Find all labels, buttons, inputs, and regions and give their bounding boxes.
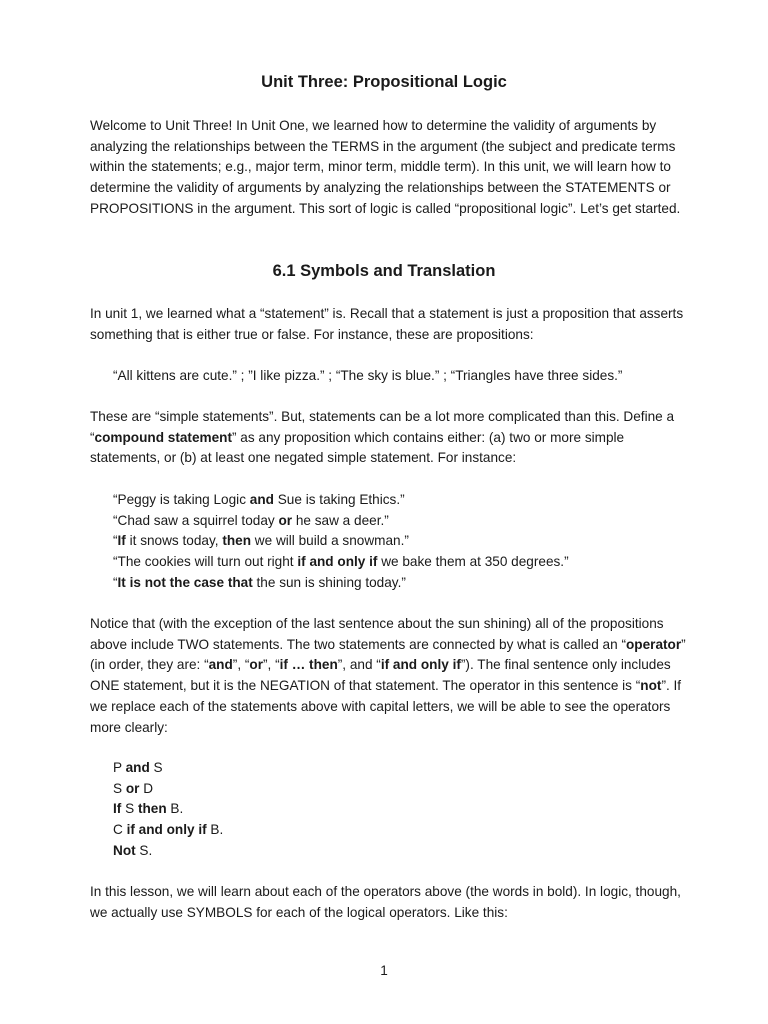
compound-term: compound statement [94, 429, 232, 445]
simple-statement-examples: “All kittens are cute.” ; ”I like pizza.” ; “The sky is blue.” ; “Triangles have three sides.” [113, 368, 623, 383]
letter-example: C if and only if B. [113, 822, 224, 838]
lesson-paragraph: In this lesson, we will learn about each of the operators above (the words in bold). In logic, though, we actually use SYMBOLS for each of the logical operators. Like this: [90, 884, 681, 920]
compound-text-1: These are “simple statements”. But, statements can be a lot more complicated than this. Define a “ [90, 409, 675, 445]
compound-example: “Peggy is taking Logic and Sue is taking Ethics.” [113, 492, 405, 507]
compound-text-2: ” as any proposition which contains either: (a) two or more simple statements, or (b) at least one negated simple statement. For instance: [90, 429, 625, 466]
letter-example: S or D [113, 780, 154, 796]
notice-paragraph: Notice that (with the exception of the last sentence about the sun shining) all of the propositions above include TWO statements. The two statements are connected by what is called an “operator” (in order, they are: “and”, “or”, “if … then”, and “if and only if”). The final sentence only includes ONE statement, but it is the NEGATION of that statement. The operator in this sentence is “not”. If we replace each of the statements above with capital letters, we will be able to see the operators more clearly: [90, 616, 686, 735]
compound-paragraph [90, 407, 686, 469]
intro-paragraph: Welcome to Unit Three! In Unit One, we learned how to determine the validity of arguments by analyzing the relationships between the TERMS in the argument (the subject and predicate terms within the statements; e.g., major term, minor term, middle term). In this unit, we will learn how to determine the validity of arguments by analyzing the relationships between the STATEMENTS or PROPOSITIONS in the argument. This sort of logic is called “propositional logic”. Let’s get started. [90, 118, 681, 216]
statement-paragraph: In unit 1, we learned what a “statement” is. Recall that a statement is just a proposition that asserts something that is either true or false. For instance, these are propositions: [90, 306, 684, 342]
letter-example: Not S. [113, 842, 153, 858]
section-heading: 6.1 Symbols and Translation [272, 262, 496, 280]
compound-example: “If it snows today, then we will build a snowman.” [113, 533, 409, 549]
compound-example: “It is not the case that the sun is shining today.” [113, 574, 406, 590]
letter-examples-list [113, 758, 693, 862]
letter-example: P and S [113, 760, 163, 775]
page-number: 1 [380, 963, 388, 978]
letter-example: If S then B. [113, 801, 184, 817]
compound-example: “The cookies will turn out right if and only if we bake them at 350 degrees.” [113, 554, 569, 570]
compound-examples-list [113, 490, 693, 594]
compound-example: “Chad saw a squirrel today or he saw a deer.” [113, 512, 389, 528]
page-title: Unit Three: Propositional Logic [261, 73, 507, 91]
